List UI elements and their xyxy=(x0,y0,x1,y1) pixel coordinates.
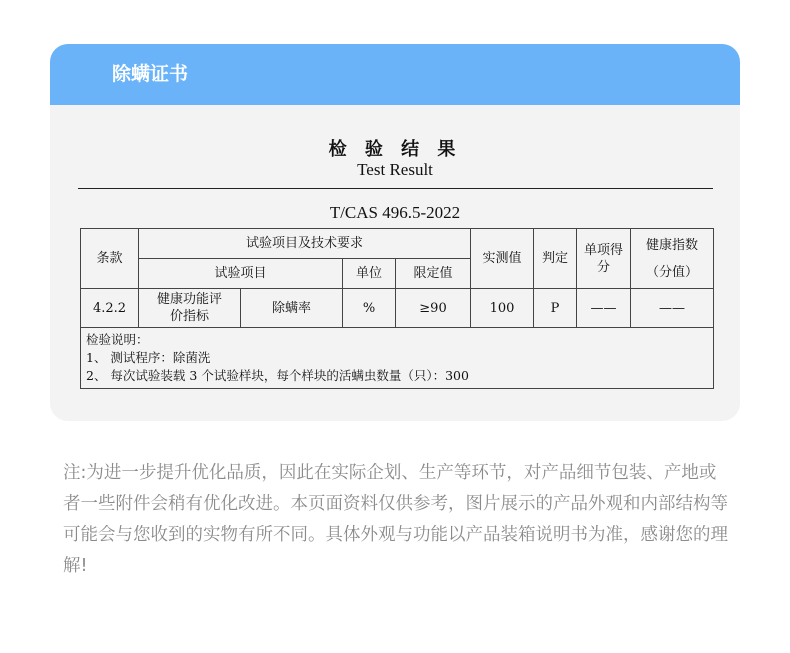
single-score-header: 单项得分 xyxy=(577,229,631,289)
notes-row xyxy=(81,328,714,389)
notes-cell xyxy=(81,328,714,389)
disclaimer-text: 注:为进一步提升优化品质，因此在实际企划、生产等环节，对产品细节包装、产地或者一些附件会稍有优化改进。本页面资料仅供参考，图片展示的产品外观和内部结构等可能会与您收到的实物有所不同。具体外观与功能以产品装箱说明书为准，感谢您的理解! xyxy=(63,463,728,576)
category-cell: 健康功能评价指标 xyxy=(139,289,241,328)
item-cell: 除螨率 xyxy=(241,289,343,328)
health-index-unit: （分值） xyxy=(646,264,699,280)
header-row-1 xyxy=(81,229,714,259)
item-header: 试验项目 xyxy=(139,259,343,289)
unit-header: 单位 xyxy=(343,259,396,289)
clause-cell: 4.2.2 xyxy=(81,289,139,328)
judgment-cell: P xyxy=(534,289,577,328)
judgment-header: 判定 xyxy=(534,229,577,289)
certificate-card xyxy=(50,44,740,421)
health-index-label: 健康指数 xyxy=(646,237,699,253)
limit-header: 限定值 xyxy=(396,259,471,289)
certificate-title-cn: 检 验 结 果 xyxy=(328,139,462,160)
clause-header: 条款 xyxy=(81,229,139,289)
section-title: 除螨证书 xyxy=(112,63,189,85)
standard-number: T/CAS 496.5-2022 xyxy=(329,203,461,222)
certificate-title-en: Test Result xyxy=(357,160,433,179)
measured-cell: 100 xyxy=(471,289,534,328)
single-score-cell: —— xyxy=(577,289,631,328)
title-divider xyxy=(78,188,713,189)
health-index-header xyxy=(631,229,714,289)
notes-line-1: 1、 测试程序：除菌洗 xyxy=(86,350,211,365)
result-table xyxy=(80,228,714,389)
section-header xyxy=(50,44,740,105)
test-result-certificate xyxy=(50,105,740,421)
health-index-cell: —— xyxy=(631,289,714,328)
notes-line-2: 2、 每次试验装载 3 个试验样块，每个样块的活螨虫数量（只）：300 xyxy=(86,368,469,383)
unit-cell: % xyxy=(343,289,396,328)
table-row xyxy=(81,289,714,328)
notes-heading: 检验说明： xyxy=(86,332,149,347)
limit-cell: ≥90 xyxy=(396,289,471,328)
measured-header: 实测值 xyxy=(471,229,534,289)
items-requirements-header: 试验项目及技术要求 xyxy=(139,229,471,259)
